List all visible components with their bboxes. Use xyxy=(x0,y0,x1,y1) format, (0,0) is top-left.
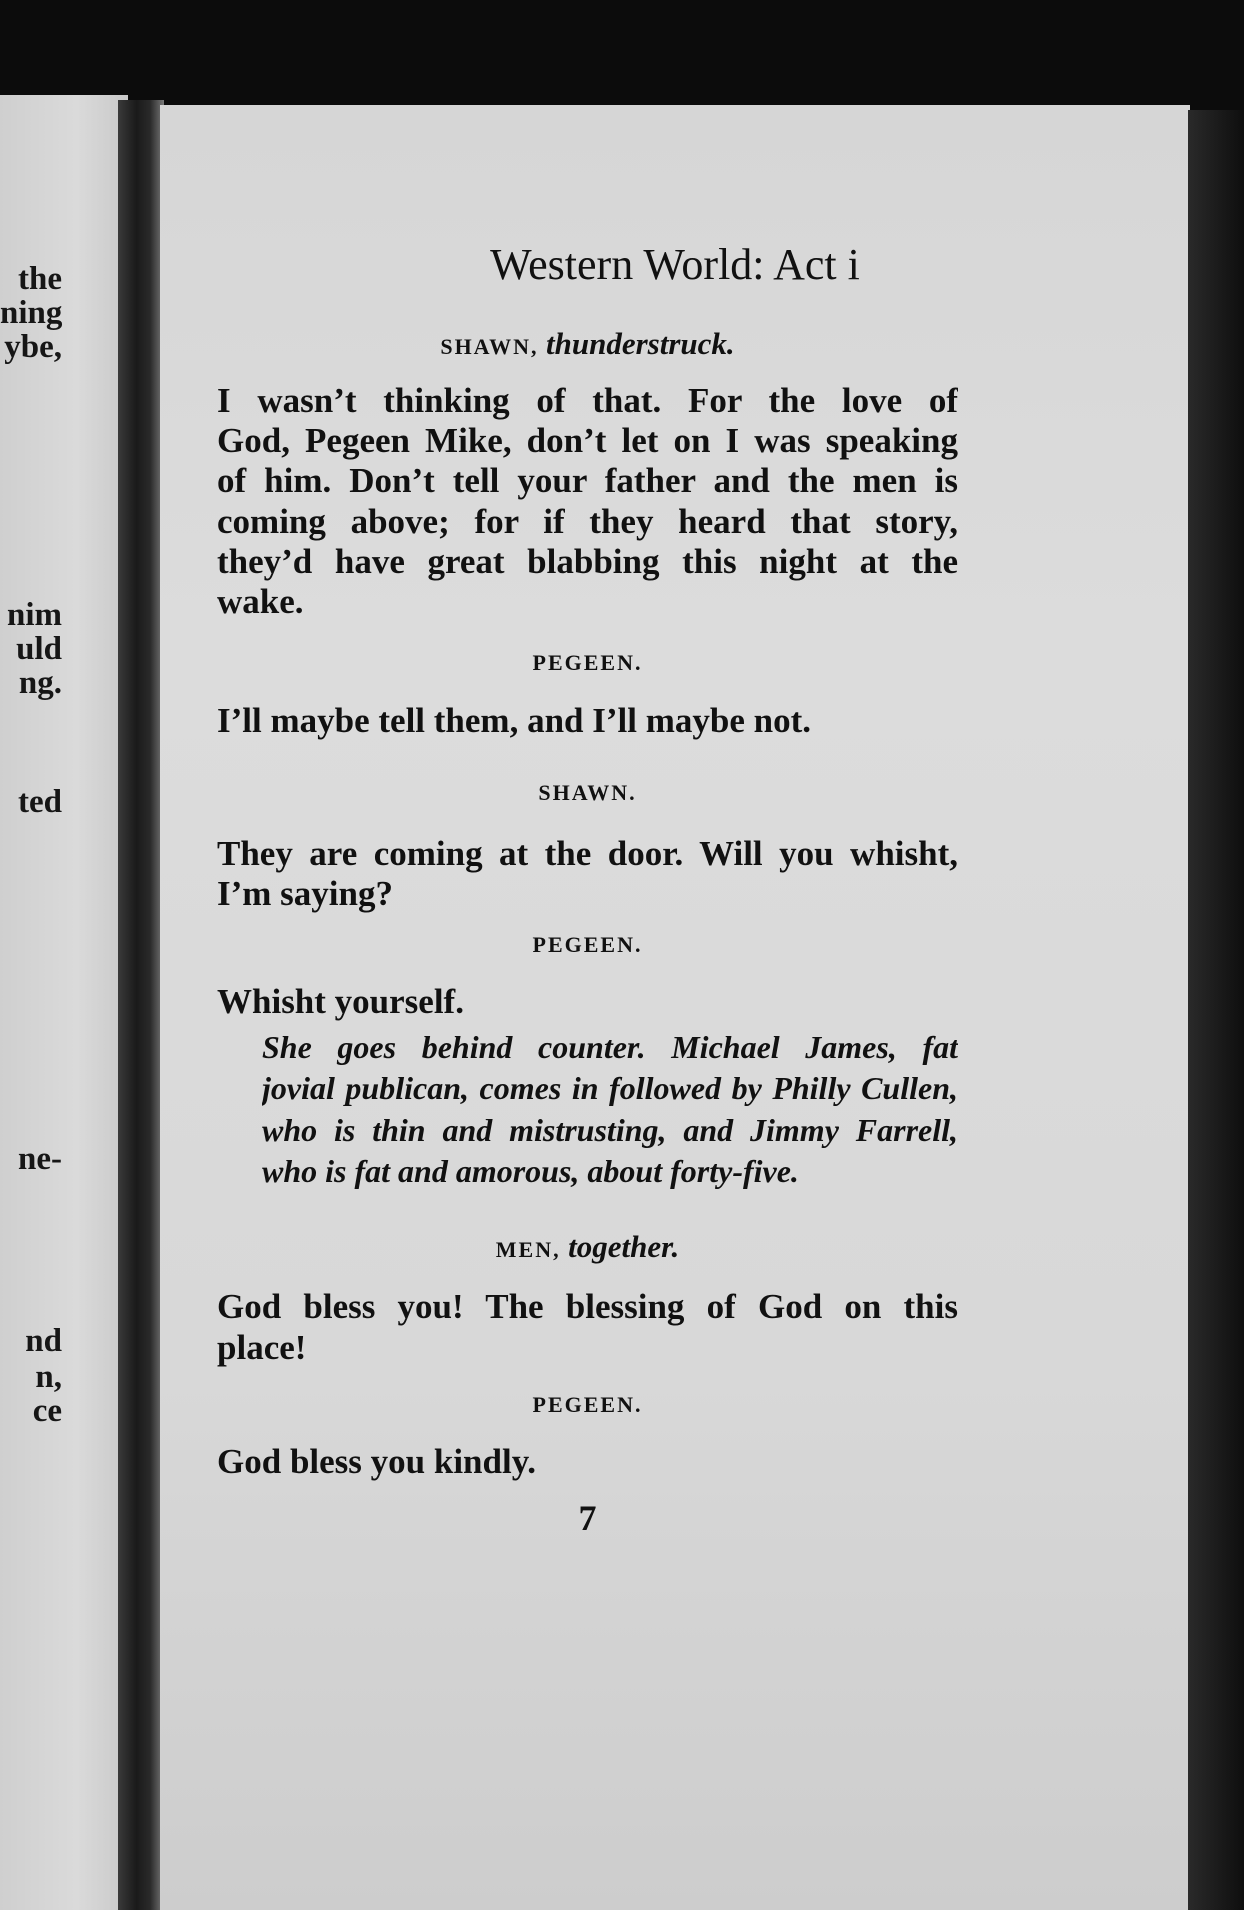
speaker-heading: PEGEEN. xyxy=(532,650,643,675)
facing-page-fragment: ning xyxy=(0,295,63,331)
stage-direction-line: who is fat and amorous, about forty-five. xyxy=(262,1153,799,1189)
page-number: 7 xyxy=(578,1498,597,1538)
facing-page-left xyxy=(0,95,128,1910)
book-gutter xyxy=(118,100,164,1910)
speech-line: coming above; for if they heard that story, xyxy=(217,502,958,541)
speech-line: God bless you! The blessing of God on this xyxy=(217,1287,958,1326)
running-head: Western World: Act i xyxy=(490,240,860,289)
speaker-name: MEN, xyxy=(495,1237,561,1262)
page-edge-shadow xyxy=(1188,110,1244,1910)
speaker-heading: SHAWN. xyxy=(538,780,637,805)
speech-line: I wasn’t thinking of that. For the love of xyxy=(217,381,958,420)
facing-page-fragment: nd xyxy=(25,1323,62,1359)
speech-line: place! xyxy=(217,1328,307,1367)
facing-page-fragment: ybe, xyxy=(4,329,62,365)
speaker-heading xyxy=(217,326,958,365)
speech-line: They are coming at the door. Will you whisht, xyxy=(217,834,958,873)
speech-line: they’d have great blabbing this night at the xyxy=(217,542,958,581)
facing-page-fragment: ne- xyxy=(18,1141,62,1177)
speaker-direction: together. xyxy=(568,1229,680,1264)
facing-page-fragment: ted xyxy=(18,784,62,820)
speaker-heading: PEGEEN. xyxy=(532,932,643,957)
facing-page-fragment: uld xyxy=(16,631,62,667)
speech-line: wake. xyxy=(217,582,304,621)
facing-page-fragment: ng. xyxy=(18,665,62,701)
facing-page-fragment: the xyxy=(18,261,62,297)
speaker-heading: PEGEEN. xyxy=(532,1392,643,1417)
speaker-direction: thunderstruck. xyxy=(546,326,735,361)
speech-line: of him. Don’t tell your father and the men is xyxy=(217,461,958,500)
speech-line: I’m saying? xyxy=(217,874,393,913)
speaker-name: SHAWN, xyxy=(440,334,539,359)
facing-page-fragment: n, xyxy=(35,1359,62,1395)
speech-line: God, Pegeen Mike, don’t let on I was speaking xyxy=(217,421,958,460)
stage-direction-line: She goes behind counter. Michael James, fat xyxy=(262,1029,958,1065)
stage-direction-line: jovial publican, comes in followed by Philly Cullen, xyxy=(262,1070,958,1106)
speaker-heading xyxy=(217,1229,958,1268)
stage-direction-line: who is thin and mistrusting, and Jimmy Farrell, xyxy=(262,1112,958,1148)
speech-line: Whisht yourself. xyxy=(217,982,464,1021)
speech-line: I’ll maybe tell them, and I’ll maybe not. xyxy=(217,701,812,740)
facing-page-fragment: nim xyxy=(6,597,62,633)
speech-line: God bless you kindly. xyxy=(217,1442,537,1481)
facing-page-fragment: ce xyxy=(32,1393,62,1429)
